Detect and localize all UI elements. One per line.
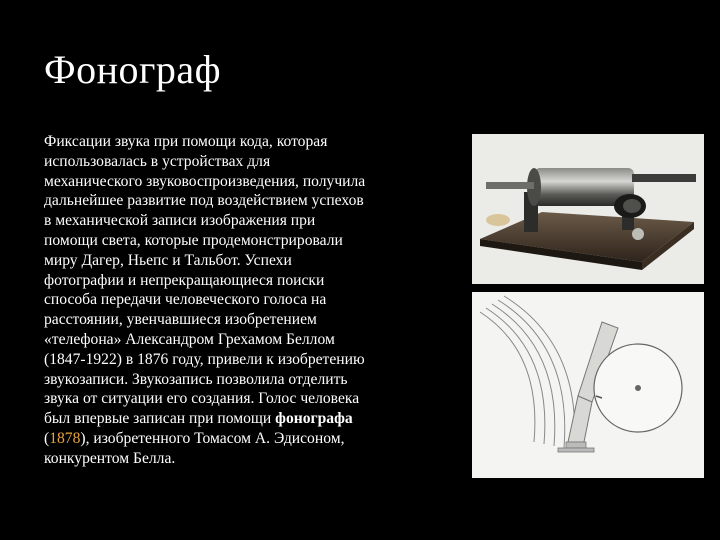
body-line-text: ), изобретенного Томасом А. Эдисоном, — [80, 429, 345, 447]
body-line: использовалась в устройствах для — [44, 152, 271, 170]
phonograph-sketch — [472, 292, 704, 478]
paren-open: ( — [44, 429, 50, 447]
body-line: механического звуковоспроизведения, получила — [44, 172, 366, 190]
year-highlight: 1878 — [49, 429, 81, 447]
body-line: миру Дагер, Ньепс и Тальбот. Успехи — [44, 251, 292, 269]
body-line: дальнейшее развитие под воздействием успехов — [44, 192, 364, 210]
phonograph-photo-drawing — [472, 134, 704, 284]
phonograph-sketch-drawing — [472, 292, 704, 478]
body-line: Фиксации звука при помощи кода, которая — [44, 133, 328, 150]
body-line: расстоянии, увенчавшиеся изобретением — [44, 311, 317, 329]
body-line: способа передачи человеческого голоса на — [44, 291, 327, 309]
phonograph-photo — [472, 134, 704, 284]
phonograph-term: фонографа — [275, 410, 353, 428]
body-line: помощи света, которые продемонстрировали — [44, 231, 343, 249]
body-line: в механической записи изображения при — [44, 212, 316, 230]
body-line-text: был впервые записан при помощи — [44, 410, 276, 428]
body-line: звука от ситуации его создания. Голос человека — [44, 390, 360, 408]
body-line: фотографии и непрекращающиеся поиски — [44, 271, 325, 289]
body-line: «телефона» Александром Грехамом Беллом — [44, 330, 335, 348]
body-line — [44, 429, 454, 449]
body-text — [44, 132, 454, 469]
body-line: звукозаписи. Звукозапись позволила отделить — [44, 370, 348, 388]
body-line — [44, 409, 454, 429]
body-line: конкурентом Белла. — [44, 449, 176, 467]
slide-title: Фонограф — [44, 47, 222, 92]
body-line: (1847-1922) в 1876 году, привели к изобретению — [44, 350, 365, 368]
